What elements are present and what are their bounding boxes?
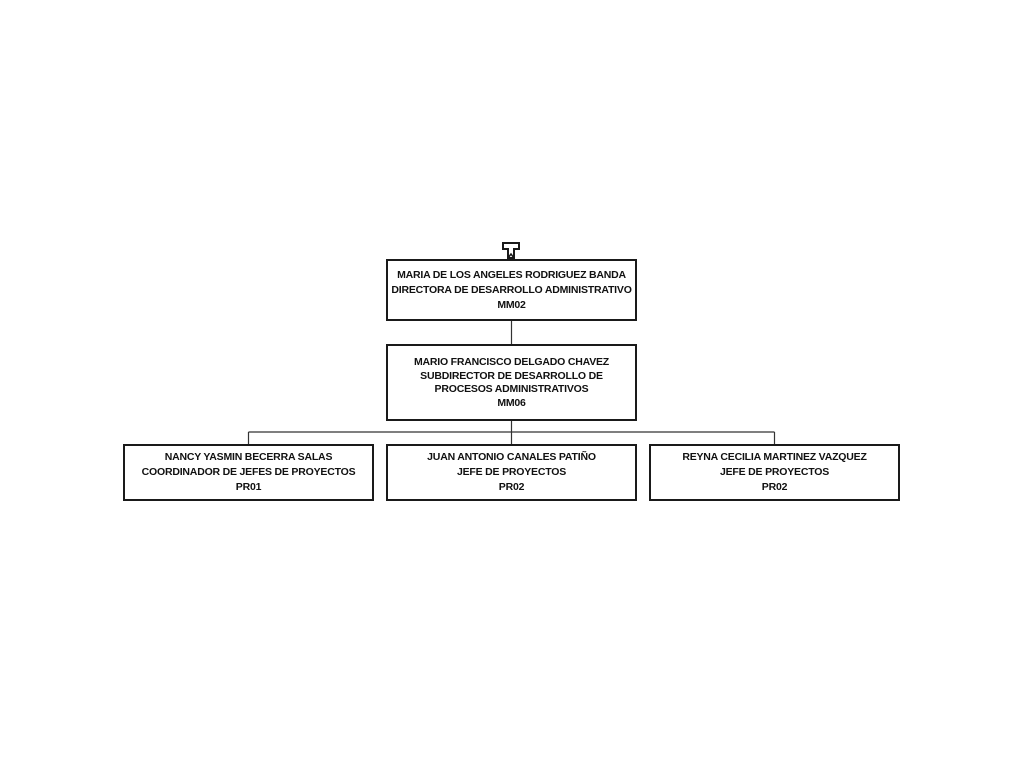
node-title: JEFE DE PROYECTOS [719, 466, 830, 478]
node-code: PR02 [761, 481, 788, 493]
org-node-coordinator[interactable] [123, 444, 374, 501]
node-code: MM06 [497, 396, 526, 409]
node-name: JUAN ANTONIO CANALES PATIÑO [427, 451, 596, 463]
org-node-subdirector[interactable] [386, 344, 637, 421]
org-node-project-lead-2[interactable] [649, 444, 900, 501]
node-code: PR01 [235, 481, 262, 493]
node-code: MM02 [497, 298, 526, 311]
org-node-project-lead-1[interactable] [386, 444, 637, 501]
org-node-director[interactable] [386, 259, 637, 321]
node-name: MARIA DE LOS ANGELES RODRIGUEZ BANDA [397, 268, 626, 281]
node-name: REYNA CECILIA MARTINEZ VAZQUEZ [682, 451, 867, 463]
node-title: DIRECTORA DE DESARROLLO ADMINISTRATIVO [391, 283, 632, 296]
node-title: JEFE DE PROYECTOS [456, 466, 567, 478]
node-title: COORDINADOR DE JEFES DE PROYECTOS [141, 466, 356, 478]
node-code: PR02 [498, 481, 525, 493]
node-name: NANCY YASMIN BECERRA SALAS [164, 451, 333, 463]
node-title: SUBDIRECTOR DE DESARROLLO DE PROCESOS ADMINISTRATIVOS [420, 369, 603, 395]
up-arrow-icon[interactable] [503, 243, 519, 258]
node-name: MARIO FRANCISCO DELGADO CHAVEZ [413, 355, 610, 368]
